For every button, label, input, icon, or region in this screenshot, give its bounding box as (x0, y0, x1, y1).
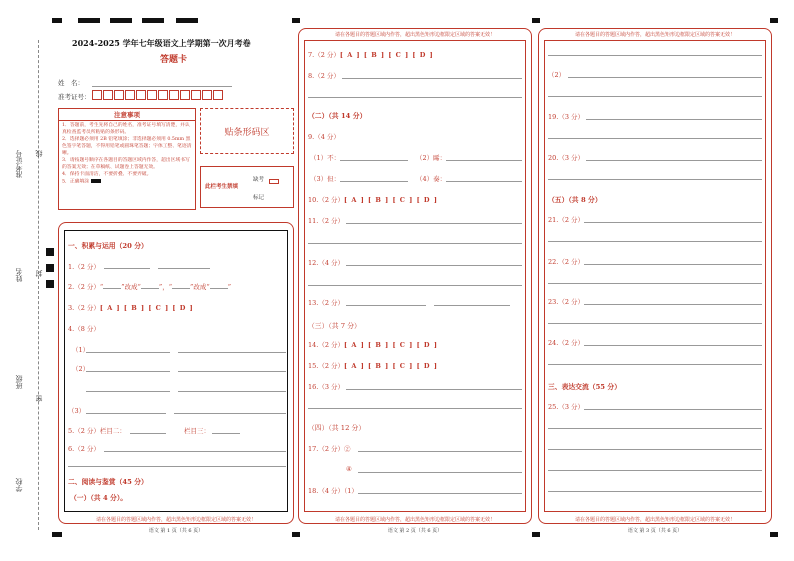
question-13: 13.（2 分） (308, 299, 345, 307)
answer-line[interactable] (174, 413, 286, 414)
panel-2-note-top: 请在各题目的答题区域内作答，超出黑色矩形边框限定区域的答案无效！ (334, 32, 495, 38)
exam-id-boxes[interactable] (92, 90, 224, 100)
answer-line[interactable] (104, 451, 286, 452)
answer-line[interactable] (212, 433, 240, 434)
answer-line[interactable] (358, 493, 522, 494)
question-12: 12.（4 分） (308, 259, 345, 267)
page-3-footer: 语文 第 3 页（共 6 页） (627, 528, 683, 534)
answer-line[interactable] (434, 305, 510, 306)
answer-line[interactable] (548, 283, 762, 284)
answer-line[interactable] (340, 160, 408, 161)
question-4-3: （3） (68, 407, 86, 415)
answer-line[interactable] (346, 389, 522, 390)
sidebar-class: 班级 (15, 375, 23, 389)
question-4: 4.（8 分） (68, 325, 100, 333)
question-1: 1.（2 分） (68, 263, 100, 271)
notice-item: 2．选择题必须用 2B 铅笔填涂；非选择题必须用 0.5mm 黑色签字笔答题，不得用铅笔或圆珠笔答题；字体工整、笔迹清晰。 (62, 136, 192, 156)
answer-line[interactable] (178, 371, 286, 372)
question-21: 21.（2 分） (548, 216, 585, 224)
question-2: 2.（2 分）“ ”改成“ ”，“ ”改成“ ” (68, 283, 232, 291)
answer-line[interactable] (346, 305, 426, 306)
answer-line[interactable] (548, 428, 762, 429)
choice-options[interactable]: [ A ] [ B ] [ C ] [ D ] (344, 341, 438, 349)
question-15: 15.（2 分）[ A ] [ B ] [ C ] [ D ] (308, 362, 438, 370)
sidebar-exam-id: 准考证号 (15, 150, 23, 178)
answer-line[interactable] (446, 160, 522, 161)
sidebar-line-label: 线 (35, 150, 43, 157)
question-9-4: （4）奏： (416, 175, 447, 183)
alignment-mark (110, 18, 132, 23)
answer-line[interactable] (584, 409, 762, 410)
alignment-mark (176, 18, 198, 23)
question-9-3: （3）但： (310, 175, 341, 183)
page-2-footer: 语文 第 2 页（共 6 页） (387, 528, 443, 534)
notice-item: 1．答题前，考生先将自己的姓名，准考证号填写清楚，并认真检查监考员所粘贴的条形码。 (62, 123, 190, 135)
answer-line[interactable] (342, 78, 522, 79)
question-9-1: （1）不： (310, 154, 341, 162)
question-17-part-b: ④ (346, 465, 352, 473)
question-24: 24.（2 分） (548, 339, 585, 347)
answer-line[interactable] (308, 408, 522, 409)
subsection-2-title: （二）（共 14 分） (308, 112, 367, 120)
choice-options[interactable]: [ A ] [ B ] [ C ] [ D ] (344, 362, 438, 370)
answer-card-label: 答题卡 (160, 55, 188, 65)
answer-line[interactable] (358, 451, 522, 452)
alignment-mark (292, 18, 300, 23)
answer-line[interactable] (568, 77, 762, 78)
answer-line[interactable] (346, 223, 522, 224)
alignment-mark (46, 248, 54, 256)
question-9: 9.（4 分） (308, 133, 340, 141)
exam-id-label: 准考证号： (58, 93, 91, 101)
question-20: 20.（3 分） (548, 154, 585, 162)
choice-options[interactable]: [ A ] [ B ] [ C ] [ D ] (99, 304, 194, 312)
alignment-mark (46, 280, 54, 288)
subsection-5-title: （五）（共 8 分） (548, 196, 602, 204)
answer-line[interactable] (548, 55, 762, 56)
question-22: 22.（2 分） (548, 258, 585, 266)
answer-line[interactable] (548, 323, 762, 324)
question-23: 23.（2 分） (548, 298, 585, 306)
barcode-label: 贴条形码区 (224, 127, 270, 138)
answer-line[interactable] (130, 433, 166, 434)
choice-options[interactable]: [ A ] [ B ] [ C ] [ D ] (344, 196, 438, 204)
panel-3-note-top: 请在各题目的答题区域内作答，超出黑色矩形边框限定区域的答案无效！ (574, 32, 735, 38)
binding-dashed-line (38, 40, 39, 530)
notice-item: 3．请按题号顺序在各题目的答题区域内作答，超出区域书写的答案无效；在草稿纸、试题卷上答题无效。 (62, 157, 190, 170)
question-18: 18.（4 分）（1） (308, 487, 358, 495)
answer-line[interactable] (586, 119, 762, 120)
subsection-1-title: （一）（共 4 分）。 (70, 494, 128, 502)
question-6: 6.（2 分） (68, 445, 100, 453)
barcode-area (200, 108, 294, 154)
absent-box (200, 166, 294, 208)
alignment-mark (770, 18, 778, 23)
answer-line[interactable] (86, 352, 170, 353)
filled-mark-example (91, 179, 101, 183)
answer-line[interactable] (86, 413, 166, 414)
alignment-mark (78, 18, 100, 23)
question-8: 8.（2 分） (308, 72, 340, 80)
answer-line[interactable] (104, 268, 150, 269)
answer-line[interactable] (308, 243, 522, 244)
notice-item: 5．正确填涂 (62, 179, 90, 185)
answer-line[interactable] (86, 391, 170, 392)
notice-title: 注意事项 (59, 109, 195, 121)
answer-line[interactable] (158, 268, 210, 269)
alignment-mark (46, 264, 54, 272)
answer-line[interactable] (308, 285, 522, 286)
answer-line[interactable] (548, 364, 762, 365)
answer-line[interactable] (446, 181, 522, 182)
answer-line[interactable] (548, 96, 762, 97)
answer-panel-3-inner (544, 40, 766, 512)
page-1-footer: 语文 第 1 页（共 6 页） (148, 528, 204, 534)
name-label: 姓 名： (58, 79, 84, 87)
answer-line[interactable] (584, 345, 762, 346)
question-25: 25.（3 分） (548, 403, 585, 411)
sidebar-name: 姓名 (15, 268, 23, 282)
answer-line[interactable] (340, 181, 408, 182)
question-11: 11.（2 分） (308, 217, 345, 225)
alignment-mark (532, 18, 540, 23)
answer-line[interactable] (548, 491, 762, 492)
subsection-3-title: （三）（共 7 分） (308, 322, 361, 330)
question-18-2: （2） (548, 71, 566, 79)
question-5-part-b: 栏目三： (184, 427, 210, 435)
panel-1-note: 请在各题目的答题区域内作答，超出黑色矩形边框限定区域的答案无效！ (95, 517, 256, 523)
answer-line[interactable] (548, 179, 762, 180)
question-3: 3.（2 分）[ A ] [ B ] [ C ] [ D ] (68, 304, 194, 312)
answer-line[interactable] (178, 391, 286, 392)
absent-note: 此栏考生禁填 (205, 184, 239, 190)
answer-line[interactable] (548, 449, 762, 450)
name-field[interactable] (92, 86, 232, 87)
question-17: 17.（2 分）② (308, 445, 351, 453)
choice-options[interactable]: [ A ] [ B ] [ C ] [ D ] (339, 51, 434, 59)
answer-line[interactable] (584, 304, 762, 305)
question-7: 7.（2 分）[ A ] [ B ] [ C ] [ D ] (308, 51, 434, 59)
section-2-title: 二、阅读与鉴赏（45 分） (68, 478, 148, 486)
answer-line[interactable] (358, 472, 522, 473)
absent-label: 缺考 (253, 177, 265, 183)
answer-line[interactable] (346, 265, 522, 266)
sidebar-school: 学校 (15, 478, 23, 492)
absent-checkbox[interactable] (269, 179, 279, 184)
question-16: 16.（3 分） (308, 383, 345, 391)
section-1-title: 一、积累与运用（20 分） (68, 242, 148, 250)
alignment-mark (52, 18, 62, 23)
answer-line[interactable] (178, 352, 286, 353)
answer-line[interactable] (584, 264, 762, 265)
section-3-title: 三、表达交流（55 分） (548, 383, 621, 391)
mark-label: 标记 (253, 195, 265, 201)
question-9-2: （2）睎： (416, 154, 447, 162)
answer-line[interactable] (548, 241, 762, 242)
notice-box (58, 108, 196, 210)
question-4-2: （2） (72, 365, 90, 373)
answer-line[interactable] (86, 371, 170, 372)
answer-line[interactable] (586, 160, 762, 161)
panel-3-note: 请在各题目的答题区域内作答，超出黑色矩形边框限定区域的答案无效！ (574, 517, 735, 523)
alignment-mark (142, 18, 164, 23)
exam-title: 2024-2025 学年七年级语文上学期第一次月考卷 (72, 38, 251, 48)
answer-line[interactable] (548, 470, 762, 471)
sidebar-seal-label: 封 (35, 270, 43, 277)
question-4-1: （1） (72, 346, 90, 354)
answer-line[interactable] (68, 466, 286, 467)
subsection-4-title: （四）（共 12 分） (308, 424, 366, 432)
answer-line[interactable] (584, 222, 762, 223)
question-10: 10.（2 分）[ A ] [ B ] [ C ] [ D ] (308, 196, 438, 204)
answer-line[interactable] (308, 97, 522, 98)
notice-item: 4．保持卡面清洁，不要折叠、不要弄破。 (62, 171, 152, 177)
question-5: 5.（2 分）栏目二： (68, 427, 126, 435)
answer-line[interactable] (548, 138, 762, 139)
question-19: 19.（3 分） (548, 113, 585, 121)
question-14: 14.（2 分）[ A ] [ B ] [ C ] [ D ] (308, 341, 438, 349)
panel-2-note: 请在各题目的答题区域内作答，超出黑色矩形边框限定区域的答案无效！ (334, 517, 495, 523)
sidebar-secret-label: 密 (35, 395, 43, 402)
